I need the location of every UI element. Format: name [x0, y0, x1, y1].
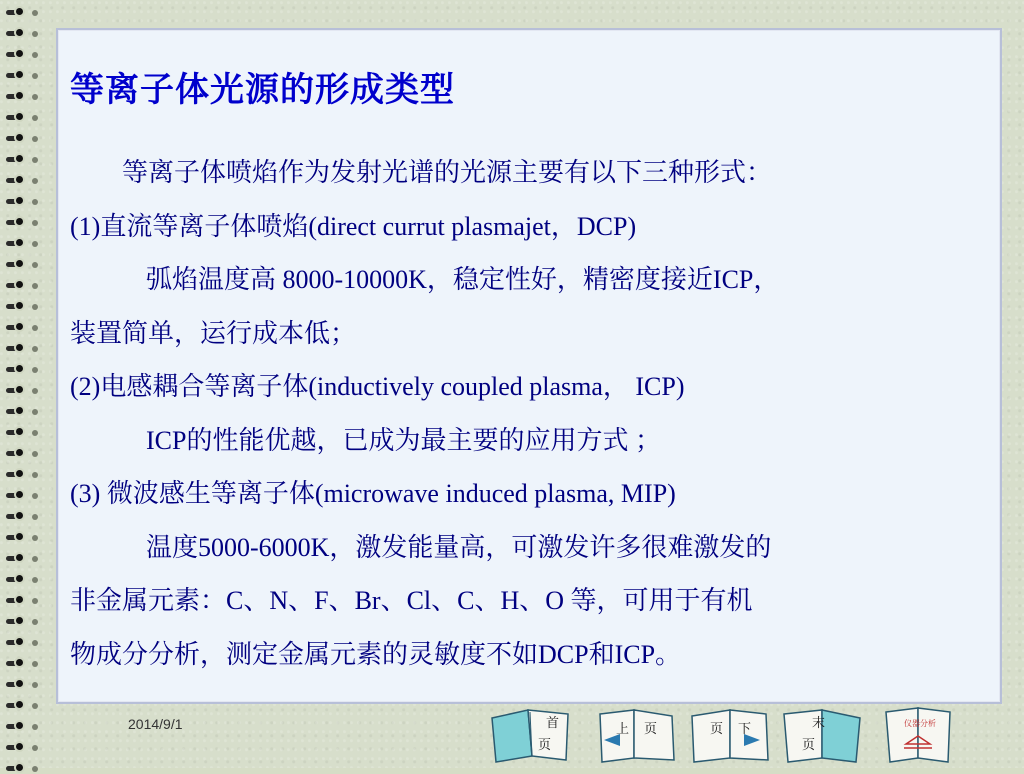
prev-page-label-right: 页 [644, 722, 658, 737]
first-page-label-bottom: 页 [538, 738, 552, 753]
binding-hole [32, 619, 38, 625]
binding-hole [32, 10, 38, 16]
body-line-intro: 等离子体喷焰作为发射光谱的光源主要有以下三种形式： [122, 158, 773, 187]
first-page-label-top: 首 [546, 716, 560, 731]
home-book-icon [880, 706, 956, 764]
binding-hole [32, 556, 38, 562]
binding-hole [32, 388, 38, 394]
binding-ring [6, 680, 32, 690]
binding-ring [6, 29, 32, 39]
binding-hole [32, 325, 38, 331]
binding-ring [6, 155, 32, 165]
binding-ring [6, 701, 32, 711]
body-line-icp-heading: (2)电感耦合等离子体(inductively coupled plasma， ICP) [70, 372, 685, 401]
binding-hole [32, 199, 38, 205]
spiral-binding [0, 0, 46, 768]
binding-hole [32, 514, 38, 520]
binding-ring [6, 554, 32, 564]
binding-hole [32, 31, 38, 37]
binding-ring [6, 92, 32, 102]
binding-hole [32, 766, 38, 772]
binding-ring [6, 659, 32, 669]
binding-ring [6, 512, 32, 522]
body-line-mip-desc-3: 物成分分析，测定金属元素的灵敏度不如DCP和ICP。 [70, 639, 682, 669]
binding-ring [6, 302, 32, 312]
binding-hole [32, 346, 38, 352]
binding-hole [32, 409, 38, 415]
binding-hole [32, 682, 38, 688]
binding-hole [32, 745, 38, 751]
binding-ring [6, 638, 32, 648]
binding-hole [32, 598, 38, 604]
home-button[interactable] [880, 706, 956, 764]
next-page-button[interactable] [688, 706, 772, 764]
body-line-dcp-desc-2: 装置简单，运行成本低； [70, 318, 357, 348]
binding-ring [6, 722, 32, 732]
binding-ring [6, 134, 32, 144]
slide-body [70, 146, 970, 681]
binding-hole [32, 136, 38, 142]
binding-hole [32, 703, 38, 709]
book-prev-icon [594, 706, 678, 764]
binding-hole [32, 640, 38, 646]
binding-hole [32, 472, 38, 478]
prev-page-label-left: 上 [616, 722, 630, 737]
home-label: 仪器分析 [904, 719, 936, 728]
binding-ring [6, 365, 32, 375]
binding-ring [6, 617, 32, 627]
slide-title: 等离子体光源的形成类型 [70, 70, 455, 110]
body-line-mip-desc: 温度5000-6000K，激发能量高，可激发许多很难激发的 [146, 532, 772, 562]
binding-hole [32, 577, 38, 583]
binding-hole [32, 241, 38, 247]
next-page-label-right: 下 [738, 722, 752, 737]
binding-ring [6, 491, 32, 501]
binding-ring [6, 260, 32, 270]
binding-hole [32, 493, 38, 499]
binding-ring [6, 764, 32, 774]
binding-ring [6, 239, 32, 249]
binding-ring [6, 218, 32, 228]
body-line-mip-desc-2: 非金属元素：C、N、F、Br、Cl、C、H、O 等，可用于有机 [70, 586, 753, 615]
binding-ring [6, 449, 32, 459]
binding-hole [32, 535, 38, 541]
binding-hole [32, 115, 38, 121]
binding-ring [6, 281, 32, 291]
binding-hole [32, 157, 38, 163]
binding-ring [6, 50, 32, 60]
binding-ring [6, 176, 32, 186]
body-line-dcp-desc: 弧焰温度高 8000-10000K，稳定性好，精密度接近ICP， [146, 265, 780, 294]
binding-hole [32, 661, 38, 667]
binding-hole [32, 451, 38, 457]
body-line-mip-heading: (3) 微波感生等离子体(microwave induced plasma, MIP) [70, 479, 676, 508]
footer-date: 2014/9/1 [128, 716, 183, 732]
body-line-dcp-heading: (1)直流等离子体喷焰(direct currut plasmajet，DCP) [70, 211, 637, 241]
binding-hole [32, 430, 38, 436]
binding-hole [32, 367, 38, 373]
binding-ring [6, 344, 32, 354]
binding-ring [6, 323, 32, 333]
book-icon [488, 706, 572, 764]
last-page-button[interactable] [780, 706, 864, 764]
last-page-label-top: 末 [812, 716, 826, 731]
binding-ring [6, 743, 32, 753]
binding-ring [6, 428, 32, 438]
binding-ring [6, 596, 32, 606]
binding-hole [32, 178, 38, 184]
binding-ring [6, 575, 32, 585]
binding-hole [32, 94, 38, 100]
binding-ring [6, 407, 32, 417]
binding-ring [6, 197, 32, 207]
next-page-label-left: 页 [710, 722, 724, 737]
book-next-icon [688, 706, 772, 764]
last-page-label-bottom: 页 [802, 738, 816, 753]
binding-ring [6, 533, 32, 543]
binding-hole [32, 304, 38, 310]
binding-hole [32, 283, 38, 289]
binding-hole [32, 52, 38, 58]
binding-hole [32, 724, 38, 730]
binding-ring [6, 113, 32, 123]
binding-ring [6, 386, 32, 396]
binding-hole [32, 73, 38, 79]
binding-ring [6, 71, 32, 81]
binding-ring [6, 470, 32, 480]
prev-page-button[interactable] [594, 706, 678, 764]
binding-ring [6, 8, 32, 18]
binding-hole [32, 262, 38, 268]
body-line-icp-desc: ICP的性能优越，已成为最主要的应用方式 ； [146, 425, 661, 455]
first-page-button[interactable] [488, 706, 572, 764]
binding-hole [32, 220, 38, 226]
